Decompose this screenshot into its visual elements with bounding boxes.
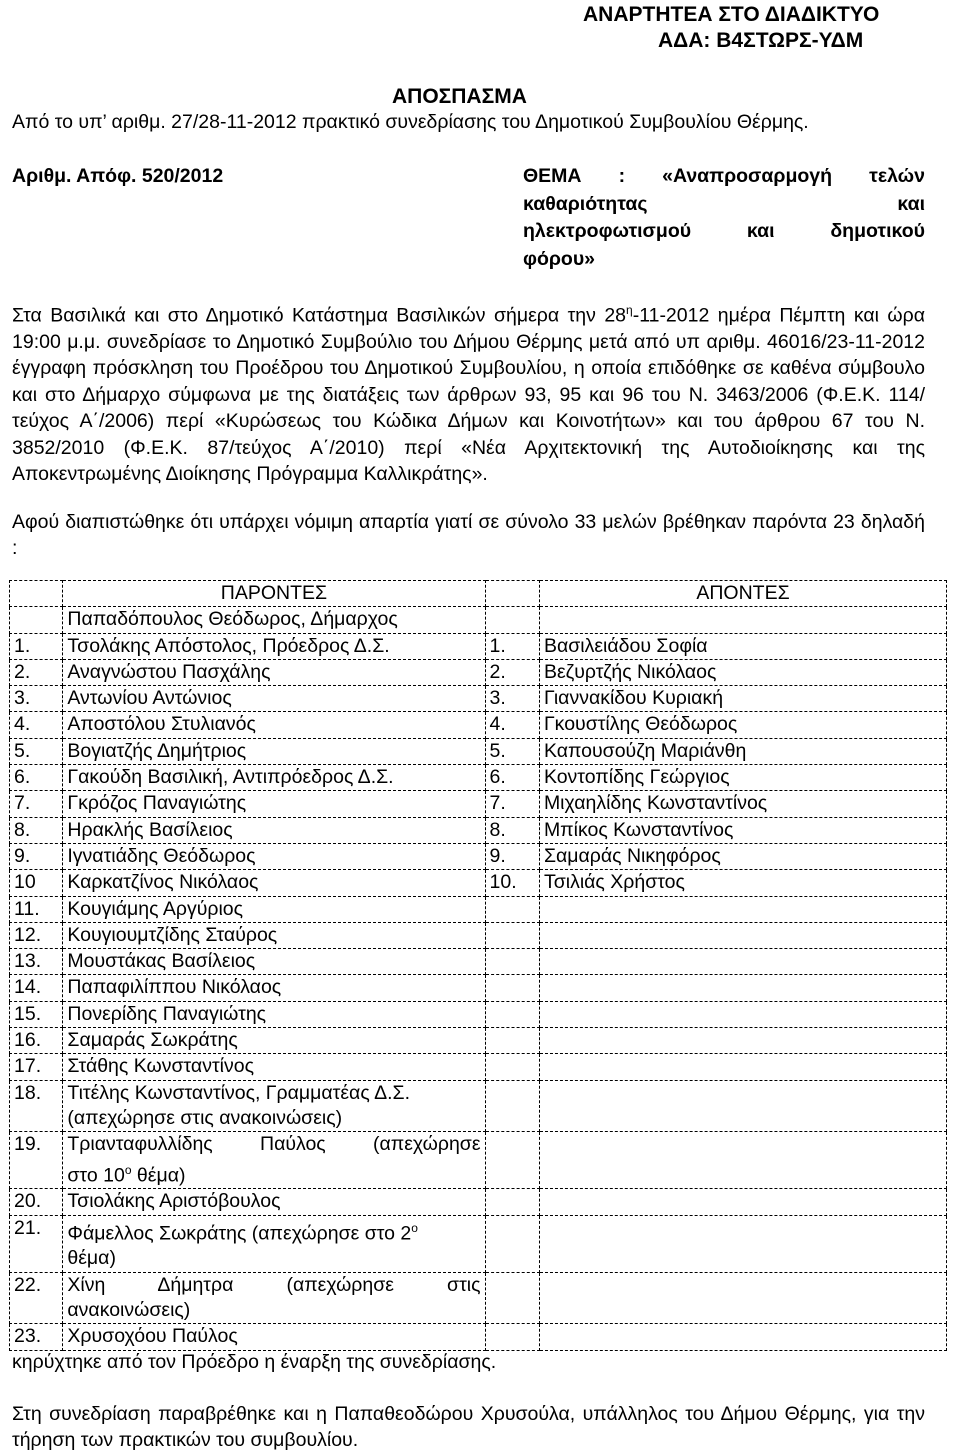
member-name: Χρυσοχόου Παύλος [63, 1324, 485, 1350]
absent-name [539, 1028, 946, 1054]
absent-name: Μιχαηλίδης Κωνσταντίνος [539, 791, 946, 817]
table-header-row [10, 581, 947, 607]
absent-name [539, 975, 946, 1001]
table-row [10, 738, 947, 764]
table-row [10, 975, 947, 1001]
absent-number: 6. [485, 765, 539, 791]
member-number: 9. [10, 843, 63, 869]
table-row [10, 817, 947, 843]
mayor-name: Παπαδόπουλος Θεόδωρος, Δήμαρχος [63, 607, 485, 633]
absent-name [539, 949, 946, 975]
member-note: (απεχώρησε στις ανακοινώσεις) [67, 1106, 343, 1129]
absent-number: 9. [485, 843, 539, 869]
table-row [10, 633, 947, 659]
absent-number [485, 975, 539, 1001]
table-row: 21. Φάμελλος Σωκράτης (απεχώρησε στο $2^o$ θέμα) [10, 1215, 947, 1272]
table-row: 19. Τριανταφυλλίδης Παύλος (απεχώρησε στο $10^o$ θέμα) [10, 1132, 947, 1189]
member-number: 12. [10, 922, 63, 948]
absent-number: 1. [485, 633, 539, 659]
absent-name: Γκουστίλης Θεόδωρος [539, 712, 946, 738]
meeting-text-sup: η [626, 303, 633, 317]
subject-line-1: ΘΕΜΑ : «Αναπροσαρμογή τελών [523, 165, 925, 187]
member-name: Πονερίδης Παναγιώτης [63, 1001, 485, 1027]
absent-name [539, 896, 946, 922]
member-note: στο $10^o$ θέμα) [67, 1162, 186, 1187]
absent-number [485, 922, 539, 948]
member-name: Ιγνατιάδης Θεόδωρος [63, 843, 485, 869]
final-text: Στη συνεδρίαση παραβρέθηκε και η Παπαθεοδώρου Χρυσούλα, υπάλληλος του Δήμου Θέρμης, για την τήρηση των πρακτικών του συμβουλίου. [12, 1403, 925, 1452]
table-row [10, 686, 947, 712]
member-number: 8. [10, 817, 63, 843]
absent-number: 5. [485, 738, 539, 764]
quorum-paragraph [12, 509, 925, 562]
member-number: 14. [10, 975, 63, 1001]
decision-number: Αριθμ. Απόφ. 520/2012 [12, 165, 224, 187]
absent-name [539, 922, 946, 948]
absent-name: Τσιλιάς Χρήστος [539, 870, 946, 896]
absent-name: Βασιλειάδου Σοφία [539, 633, 946, 659]
absent-name [539, 1001, 946, 1027]
member-name: Τριανταφυλλίδης Παύλος (απεχώρησε [67, 1133, 481, 1156]
final-paragraph [12, 1401, 925, 1454]
member-number: 5. [10, 738, 63, 764]
table-row [10, 607, 947, 633]
member-number: 6. [10, 765, 63, 791]
member-number: 11. [10, 896, 63, 922]
meeting-text-a: Στα Βασιλικά και στο Δημοτικό Κατάστημα Βασιλικών σήμερα την 28 [12, 304, 627, 327]
attendance-table [9, 580, 947, 1351]
member-number: 16. [10, 1028, 63, 1054]
member-name: Φάμελλος Σωκράτης (απεχώρησε στο $2^o$ [67, 1220, 418, 1245]
member-name: Βογιατζής Δημήτριος [63, 738, 485, 764]
table-row [10, 765, 947, 791]
member-name: Παπαφιλίππου Νικόλαος [63, 975, 485, 1001]
table-row [10, 1054, 947, 1080]
table-row: 20. Τσιολάκης Αριστόβουλος [10, 1189, 947, 1215]
absent-number: 10. [485, 870, 539, 896]
member-name: Τιτέλης Κωνσταντίνος, Γραμματέας Δ.Σ. [67, 1081, 410, 1104]
member-number: 7. [10, 791, 63, 817]
table-row [10, 843, 947, 869]
absent-number: 7. [485, 791, 539, 817]
absent-name: Σαμαράς Νικηφόρος [539, 843, 946, 869]
absent-header: ΑΠΟΝΤΕΣ [539, 581, 946, 607]
member-note: ανακοινώσεις) [67, 1299, 191, 1322]
table-row [10, 659, 947, 685]
table-row [10, 712, 947, 738]
member-number: 15. [10, 1001, 63, 1027]
table-row: 23. Χρυσοχόου Παύλος [10, 1324, 947, 1350]
member-name: Κουγιάμης Αργύριος [63, 896, 485, 922]
member-name: Τσολάκης Απόστολος, Πρόεδρος Δ.Σ. [63, 633, 485, 659]
member-name: Μουστάκας Βασίλειος [63, 949, 485, 975]
document-title: ΑΠΟΣΠΑΣΜΑ [392, 85, 527, 108]
member-number: 3. [10, 686, 63, 712]
ada-code: ΑΔΑ: Β4ΣΤΩΡΣ-ΥΔΜ [658, 29, 864, 52]
member-number: 2. [10, 659, 63, 685]
table-row [10, 1001, 947, 1027]
document-subtitle: Από το υπ’ αριθμ. 27/28-11-2012 πρακτικό συνεδρίασης του Δημοτικού Συμβουλίου Θέρμης. [12, 111, 809, 133]
member-name: Τσιολάκης Αριστόβουλος [63, 1189, 485, 1215]
table-row [10, 870, 947, 896]
meeting-start-text: κηρύχτηκε από τον Πρόεδρο η έναρξη της συνεδρίασης. [12, 1351, 497, 1373]
absent-name: Μπίκος Κωνσταντίνος [539, 817, 946, 843]
member-name: Κουγιουμτζίδης Σταύρος [63, 922, 485, 948]
member-name: Χίνη Δήμητρα (απεχώρησε στις [67, 1273, 481, 1296]
absent-number: 2. [485, 659, 539, 685]
absent-name: Καπουσούζη Μαριάνθη [539, 738, 946, 764]
absent-number [485, 1054, 539, 1080]
publication-notice: ΑΝΑΡΤΗΤΕΑ ΣΤΟ ΔΙΑΔΙΚΤΥΟ [583, 3, 880, 26]
table-row [10, 949, 947, 975]
member-number: 4. [10, 712, 63, 738]
absent-name [539, 1054, 946, 1080]
absent-number [485, 896, 539, 922]
subject-line-2: καθαριότητας και [523, 193, 925, 215]
member-name: Αποστόλου Στυλιανός [63, 712, 485, 738]
absent-name: Γιαννακίδου Κυριακή [539, 686, 946, 712]
subject-line-4: φόρου» [523, 248, 596, 270]
absent-number [485, 1001, 539, 1027]
present-header: ΠΑΡΟΝΤΕΣ [63, 581, 485, 607]
table-row [10, 922, 947, 948]
meeting-paragraph [12, 297, 925, 487]
member-number: 1. [10, 633, 63, 659]
member-name: Γακούδη Βασιλική, Αντιπρόεδρος Δ.Σ. [63, 765, 485, 791]
subject-line-3: ηλεκτροφωτισμού και δημοτικού [523, 220, 925, 242]
table-row [10, 896, 947, 922]
member-name: Σαμαράς Σωκράτης [63, 1028, 485, 1054]
member-number: 13. [10, 949, 63, 975]
table-row [10, 1028, 947, 1054]
member-name: Αναγνώστου Πασχάλης [63, 659, 485, 685]
member-name: Στάθης Κωνσταντίνος [63, 1054, 485, 1080]
absent-number [485, 949, 539, 975]
absent-number: 3. [485, 686, 539, 712]
member-note: θέμα) [67, 1247, 116, 1270]
member-name: Καρκατζίνος Νικόλαος [63, 870, 485, 896]
table-row: 18. Τιτέλης Κωνσταντίνος, Γραμματέας Δ.Σ. (απεχώρησε στις ανακοινώσεις) [10, 1080, 947, 1132]
absent-name: Κοντοπίδης Γεώργιος [539, 765, 946, 791]
member-name: Αντωνίου Αντώνιος [63, 686, 485, 712]
member-number: 10 [10, 870, 63, 896]
table-row [10, 791, 947, 817]
absent-number: 4. [485, 712, 539, 738]
absent-number: 8. [485, 817, 539, 843]
absent-number [485, 1028, 539, 1054]
quorum-text: Αφού διαπιστώθηκε ότι υπάρχει νόμιμη απαρτία γιατί σε σύνολο 33 μελών βρέθηκαν παρόντα 23 δηλαδή : [12, 511, 925, 560]
table-row: 22. Χίνη Δήμητρα (απεχώρησε στις ανακοινώσεις) [10, 1272, 947, 1324]
member-number: 17. [10, 1054, 63, 1080]
member-name: Γκρόζος Παναγιώτης [63, 791, 485, 817]
absent-name: Βεζυρτζής Νικόλαος [539, 659, 946, 685]
meeting-text-b: -11-2012 ημέρα Πέμπτη και ώρα 19:00 μ.μ. συνεδρίασε το Δημοτικό Συμβούλιο του Δήμου Θέρμης μετά από υπ αριθμ. 46016/23-11-2012 έγγραφη πρόσκληση του Προέδρου του Δημοτικού Συμβουλίου, η οποία επιδόθηκε σε καθένα σύμβουλο και στο Δήμαρχο σύμφωνα με της διατάξεις των άρθρων 93, 95 και 96 του Ν. 3463/2006 (Φ.Ε.Κ. 114/τεύχος Α΄/2006) περί «Κυρώσεως του Κώδικα Δήμων και Κοινοτήτων» και του άρθρου 67 του Ν. 3852/2010 (Φ.Ε.Κ. 87/τεύχος Α΄/2010) περί «Νέα Αρχιτεκτονική της Αυτοδιοίκησης και της Αποκεντρωμένης Διοίκησης Πρόγραμμα Καλλικράτης». [12, 304, 925, 485]
member-name: Ηρακλής Βασίλειος [63, 817, 485, 843]
